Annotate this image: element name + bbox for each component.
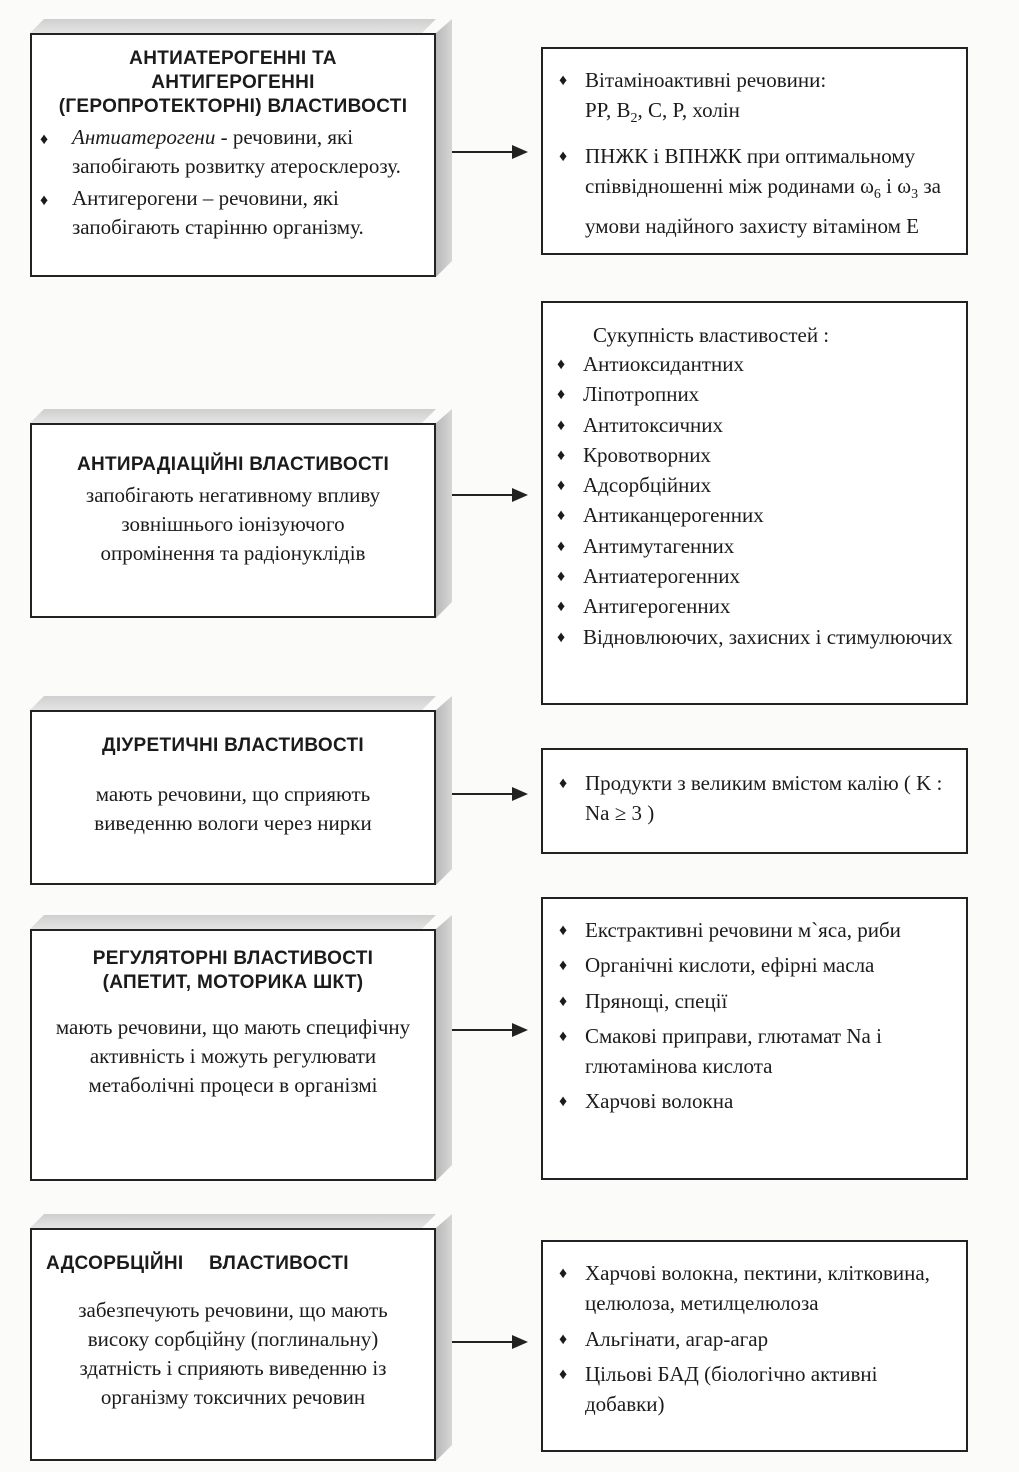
items-list [553,768,958,829]
list-item [551,622,958,652]
property-description: забезпечують речовини, що мають високу сорбційну (поглинальну) здатність і сприяють виведенню із організму токсичних речовин [78,1298,388,1409]
items-box-antiradiation [541,301,968,705]
diamond-bullet-icon: ♦ [40,192,49,209]
list-item [551,440,958,470]
list-item [551,349,958,379]
diamond-bullet-icon: ♦ [559,1265,568,1282]
list-item-text: Антиатерогенних [583,564,740,589]
diamond-bullet-icon: ♦ [559,147,568,165]
arrow-connector [452,793,526,795]
list-item-text: Ліпотропних [583,382,700,407]
arrow-connector [452,151,526,153]
list-item-text: Альгінати, агар-агар [585,1326,769,1351]
list-item [553,1086,958,1116]
list-item [551,470,958,500]
property-description: мають речовини, що мають специфічну активність і можуть регулювати метаболічні процеси в організмі [55,1015,411,1097]
list-item [553,768,958,829]
list-item [553,986,958,1016]
diamond-bullet-icon: ♦ [559,1365,568,1383]
property-description: запобігають негативному впливу зовнішнього іонізуючого опромінення та радіонуклідів [85,483,381,565]
property-title: АДСОРБЦІЙНІ ВЛАСТИВОСТІ [46,1253,349,1274]
list-item [553,950,958,980]
diamond-bullet-icon: ♦ [557,507,566,525]
list-item-text: Антимутагенних [583,533,735,558]
property-box-diuretic [30,710,436,885]
list-item [553,1021,958,1082]
property-description: мають речовини, що сприяють виведенню вологи через нирки [94,782,372,835]
list-item [553,915,958,945]
items-list [553,915,958,1117]
list-item [553,1359,958,1420]
diamond-bullet-icon: ♦ [557,477,566,495]
diamond-bullet-icon: ♦ [559,1027,568,1045]
diamond-bullet-icon: ♦ [557,416,566,434]
diamond-bullet-icon: ♦ [559,1093,568,1111]
list-item-text: Органічні кислоти, ефірні масла [585,953,875,978]
diamond-bullet-icon: ♦ [559,1330,568,1348]
list-item-text: Цільові БАД (біологічно активні добавки) [585,1361,878,1417]
list-item-text: Антигерогенних [583,594,731,619]
property-title: АНТИАТЕРОГЕННІ ТА АНТИГЕРОГЕННІ (ГЕРОПРОТЕКТОРНІ) ВЛАСТИВОСТІ [58,48,408,117]
property-bullet: ♦ Антиатерогени - речовини, які запобігають розвитку атеросклерозу. [40,125,401,178]
diamond-bullet-icon: ♦ [557,628,566,646]
property-title: ДІУРЕТИЧНІ ВЛАСТИВОСТІ [102,735,364,756]
arrow-head-icon [512,1023,528,1037]
diamond-bullet-icon: ♦ [559,957,568,975]
arrow-connector [452,1341,526,1343]
list-item-text: Кровотворних [583,442,711,467]
property-bullet: ♦ Антигерогени – речовини, які запобігають старінню організму. [40,186,364,239]
items-list [553,1258,958,1419]
items-list [551,349,958,652]
list-item-text: Смакові приправи, глютамат Na і глютамінова кислота [585,1023,882,1079]
list-item [553,1324,958,1354]
list-item-text: Антиканцерогенних [583,503,764,528]
items-header: Сукупність властивостей : [593,323,830,347]
items-box-adsorption [541,1240,968,1452]
list-item [551,561,958,591]
list-item [553,1258,958,1319]
diamond-bullet-icon: ♦ [559,72,568,89]
arrow-head-icon [512,1335,528,1349]
list-item: ♦ ПНЖК і ВПНЖК при оптимальному співвідношенні між родинами $\omega_6$ і $\omega_3$ за умови надійного захисту вітаміном Е [559,143,941,238]
list-item-text: Антитоксичних [583,412,723,437]
property-title: АНТИРАДІАЦІЙНІ ВЛАСТИВОСТІ [76,454,390,475]
list-item [551,410,958,440]
list-item [551,531,958,561]
diamond-bullet-icon: ♦ [557,386,566,404]
property-box-adsorption [30,1228,436,1461]
list-item: ♦ Вітаміноактивні речовини: PP, $B_2$, C, P, холін [559,68,827,127]
diamond-bullet-icon: ♦ [559,992,568,1010]
diamond-bullet-icon: ♦ [40,131,49,148]
list-item-text: Харчові волокна, пектини, клітковина, целюлоза, метилцелюлоза [585,1261,930,1316]
arrow-head-icon [512,488,528,502]
list-item-text: Відновлюючих, захисних і стимулюючих [583,624,953,649]
diamond-bullet-icon: ♦ [557,568,566,586]
list-item [551,379,958,409]
property-box-regulatory [30,929,436,1181]
property-box-antiatherogenic [30,33,436,277]
diamond-bullet-icon: ♦ [557,356,566,373]
property-title: РЕГУЛЯТОРНІ ВЛАСТИВОСТІ (АПЕТИТ, МОТОРИКА ШКТ) [92,948,374,993]
arrow-connector [452,494,526,496]
items-box-regulatory [541,897,968,1180]
list-item-text: Антиоксидантних [583,352,744,376]
list-item [551,591,958,621]
arrow-head-icon [512,787,528,801]
arrow-head-icon [512,145,528,159]
diamond-bullet-icon: ♦ [557,537,566,555]
list-item-text: Екстрактивні речовини м`яса, риби [585,918,901,942]
diamond-bullet-icon: ♦ [559,922,568,939]
list-item-text: Продукти з великим вмістом калію ( K : Na ≥ 3 ) [585,771,943,826]
items-box-diuretic [541,748,968,854]
diamond-bullet-icon: ♦ [557,446,566,464]
property-box-antiradiation [30,423,436,618]
list-item-text: Харчові волокна [585,1089,734,1114]
diamond-bullet-icon: ♦ [559,775,568,792]
diamond-bullet-icon: ♦ [557,598,566,616]
arrow-connector [452,1029,526,1031]
items-box-antiatherogenic [541,47,968,255]
list-item-text: Адсорбційних [583,473,712,498]
list-item-text: Прянощі, спеції [585,988,728,1013]
list-item [551,500,958,530]
